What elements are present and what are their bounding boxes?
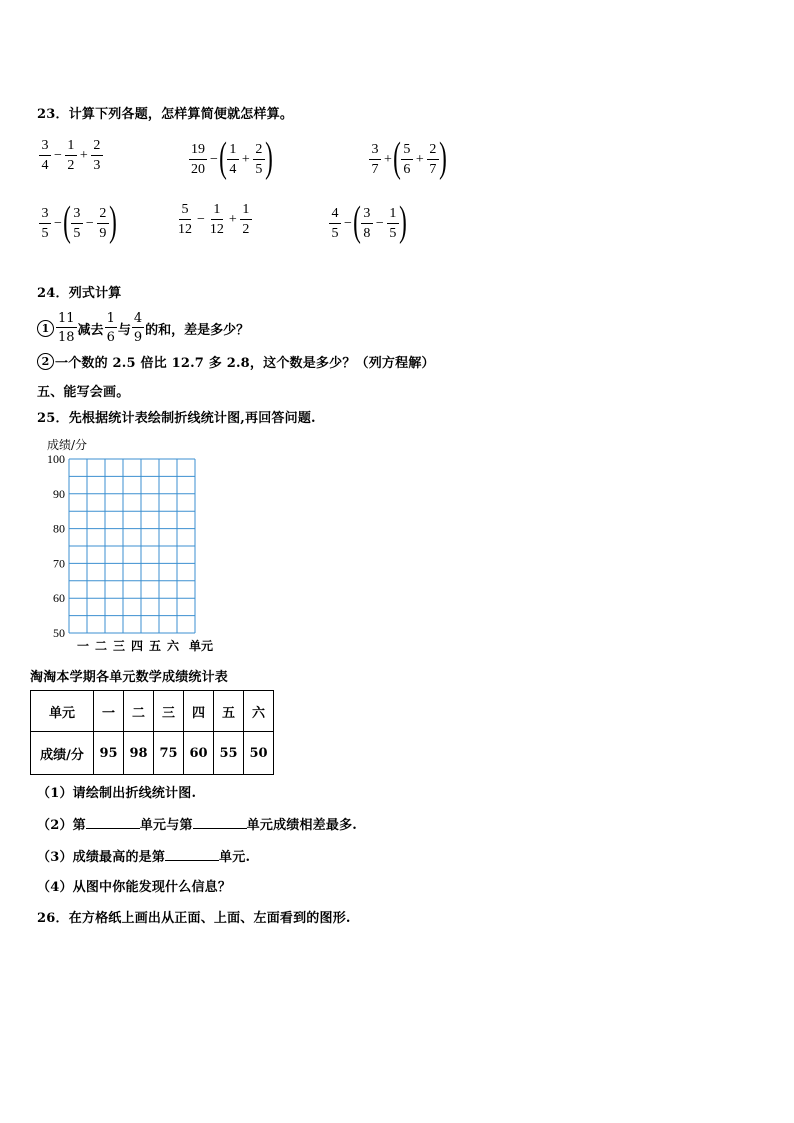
circled-number: 1 xyxy=(37,320,54,337)
q23-expr-4 xyxy=(38,199,117,245)
fraction: $\frac{1}{6}$ xyxy=(106,311,115,345)
fraction: $\frac{1}{12}$ xyxy=(209,202,224,237)
grid-y-tick-label: 90 xyxy=(53,486,65,501)
blank-line-chart-grid xyxy=(30,450,240,655)
grid-y-tick-label: 60 xyxy=(53,591,65,606)
right-paren: ) xyxy=(398,199,407,245)
q24-heading: 24．列式计算 xyxy=(37,286,122,301)
answer-blank[interactable] xyxy=(193,818,247,829)
text: 单元. xyxy=(219,850,251,865)
q23-expr-6 xyxy=(328,199,407,245)
grid-x-tick-label: 一 xyxy=(77,639,90,653)
table-cell: 一 xyxy=(94,691,124,732)
q23-expr-1 xyxy=(38,139,104,173)
grid-x-tick-label: 六 xyxy=(167,639,180,653)
table-cell: 55 xyxy=(214,732,244,775)
operator: − xyxy=(85,216,94,231)
table-cell: 四 xyxy=(184,691,214,732)
right-paren: ) xyxy=(264,135,273,181)
grid-x-unit-label: 单元 xyxy=(189,639,214,653)
left-paren: ( xyxy=(63,199,71,245)
operator: − xyxy=(375,216,384,231)
fraction: $\frac{3}{8}$ xyxy=(361,207,373,241)
problem-text: 的和，差是多少？ xyxy=(145,322,250,338)
text: （3）成绩最高的是第 xyxy=(37,850,166,865)
fraction: $\frac{5}{6}$ xyxy=(401,143,413,177)
grid-y-tick-label: 70 xyxy=(53,556,65,571)
operator: + xyxy=(228,212,237,227)
operator: + xyxy=(79,148,88,163)
grid-y-tick-label: 80 xyxy=(53,521,65,536)
operator: + xyxy=(415,152,424,167)
fraction: $\frac{11}{18}$ xyxy=(58,311,75,345)
fraction: $\frac{2}{3}$ xyxy=(91,139,103,173)
q23-heading: 23．计算下列各题，怎样算简便就怎样算。 xyxy=(37,107,294,122)
table-cell: 98 xyxy=(124,732,154,775)
fraction: $\frac{19}{20}$ xyxy=(191,142,205,177)
text: 单元与第 xyxy=(139,818,193,833)
grid-x-tick-label: 四 xyxy=(131,639,144,653)
fraction: $\frac{1}{2}$ xyxy=(240,203,252,237)
grid-y-label: 成绩/分 xyxy=(47,438,88,452)
fraction: $\frac{1}{4}$ xyxy=(227,143,239,177)
answer-blank[interactable] xyxy=(165,850,219,861)
fraction: $\frac{2}{7}$ xyxy=(427,143,439,177)
answer-blank[interactable] xyxy=(86,818,140,829)
q25-sub-3 xyxy=(37,846,250,865)
table-cell: 50 xyxy=(244,732,274,775)
table-row xyxy=(31,732,274,775)
fraction: $\frac{1}{2}$ xyxy=(65,139,77,173)
operator: − xyxy=(344,216,352,231)
table-cell: 60 xyxy=(184,732,214,775)
fraction: $\frac{2}{5}$ xyxy=(253,143,265,177)
q23-expr-3 xyxy=(368,135,447,181)
fraction: $\frac{3}{5}$ xyxy=(39,207,51,241)
q25-sub-4: （4）从图中你能发现什么信息？ xyxy=(37,880,232,895)
table-cell: 成绩/分 xyxy=(31,732,94,775)
table-cell: 75 xyxy=(154,732,184,775)
grid-x-tick-label: 二 xyxy=(95,639,108,653)
q25-heading: 25．先根据统计表绘制折线统计图,再回答问题. xyxy=(37,411,316,426)
q26-heading: 26．在方格纸上画出从正面、上面、左面看到的图形. xyxy=(37,911,351,926)
q23-expr-2 xyxy=(188,135,273,181)
problem-text: 减去 xyxy=(77,322,104,338)
problem-text: 与 xyxy=(117,322,131,338)
fraction: $\frac{3}{7}$ xyxy=(369,143,381,177)
table-row xyxy=(31,691,274,732)
text: （2）第 xyxy=(37,818,86,833)
grid-x-tick-label: 五 xyxy=(149,639,162,653)
q25-sub-1: （1）请绘制出折线统计图. xyxy=(37,786,197,801)
score-table xyxy=(30,690,274,775)
operator: − xyxy=(197,212,205,227)
left-paren: ( xyxy=(219,135,227,181)
table-cell: 二 xyxy=(124,691,154,732)
operator: − xyxy=(54,148,62,163)
q25-sub-2 xyxy=(37,814,357,833)
q24-problem-2 xyxy=(37,352,435,371)
fraction: $\frac{5}{12}$ xyxy=(178,202,192,237)
operator: + xyxy=(384,152,392,167)
circled-number: 2 xyxy=(37,353,54,370)
left-paren: ( xyxy=(353,199,361,245)
right-paren: ) xyxy=(108,199,117,245)
problem-text: 一个数的 2.5 倍比 12.7 多 2.8，这个数是多少？（列方程解） xyxy=(55,356,435,371)
right-paren: ) xyxy=(438,135,447,181)
table-cell: 五 xyxy=(214,691,244,732)
operator: − xyxy=(210,152,218,167)
fraction: $\frac{3}{4}$ xyxy=(39,139,51,173)
fraction: $\frac{1}{5}$ xyxy=(387,207,399,241)
left-paren: ( xyxy=(393,135,401,181)
operator: + xyxy=(241,152,250,167)
operator: − xyxy=(54,216,62,231)
fraction: $\frac{3}{5}$ xyxy=(71,207,83,241)
grid-x-tick-label: 三 xyxy=(113,639,126,653)
table-title: 淘淘本学期各单元数学成绩统计表 xyxy=(30,670,229,685)
table-cell: 六 xyxy=(244,691,274,732)
table-cell: 三 xyxy=(154,691,184,732)
q24-problem-1 xyxy=(37,312,249,344)
q23-expr-5 xyxy=(175,203,253,237)
section-5-title: 五、能写会画。 xyxy=(37,385,130,400)
table-cell: 单元 xyxy=(31,691,94,732)
fraction: $\frac{4}{5}$ xyxy=(329,207,341,241)
grid-y-tick-label: 100 xyxy=(47,452,65,466)
grid-y-tick-label: 50 xyxy=(53,626,65,640)
fraction: $\frac{4}{9}$ xyxy=(133,311,143,345)
fraction: $\frac{2}{9}$ xyxy=(97,207,109,241)
text: 单元成绩相差最多. xyxy=(246,818,357,833)
table-cell: 95 xyxy=(94,732,124,775)
